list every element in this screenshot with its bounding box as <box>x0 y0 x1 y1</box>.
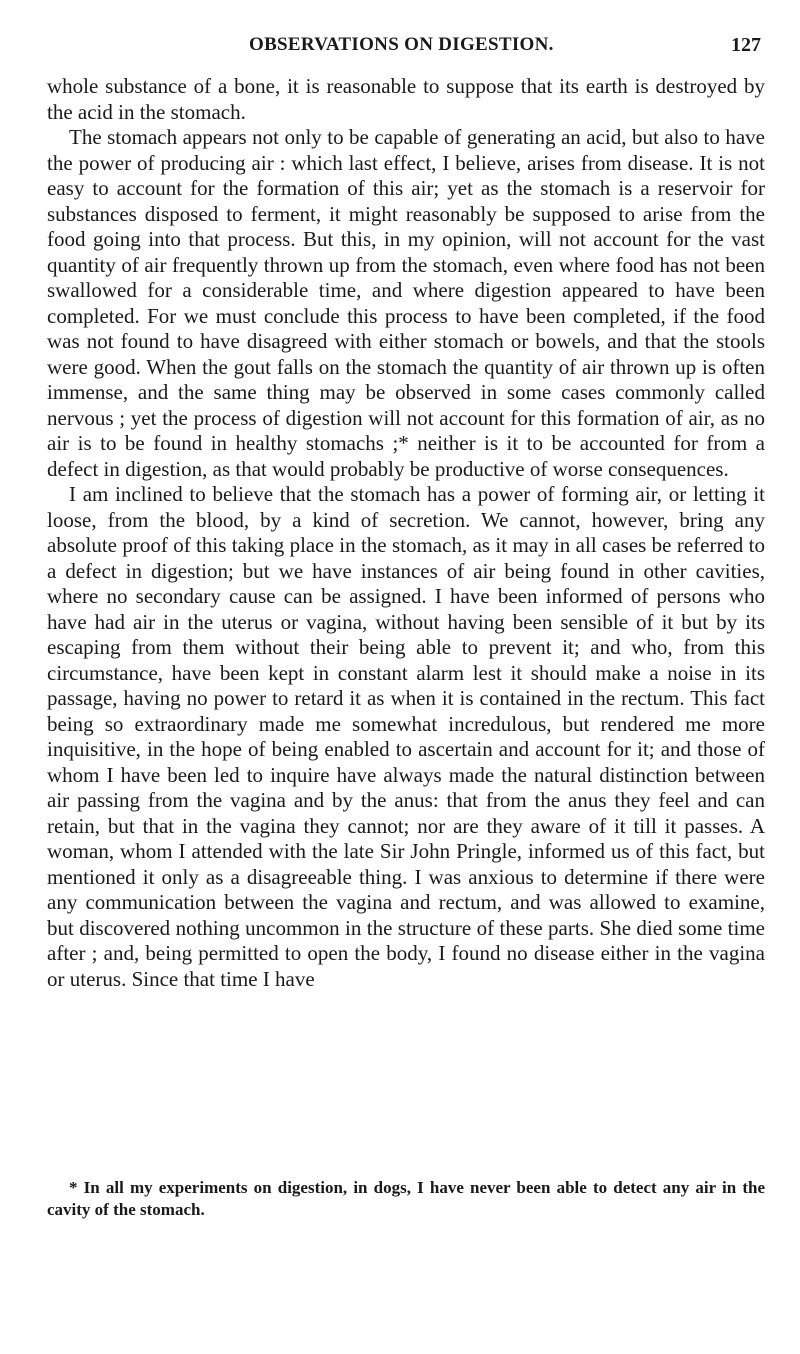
running-head <box>47 34 765 60</box>
body-text <box>47 74 765 992</box>
paragraph-continuation: whole substance of a bone, it is reasonable to suppose that its earth is destroyed by the acid in the stomach. <box>47 74 765 124</box>
paragraph-secretion: I am inclined to believe that the stomach has a power of forming air, or letting it loose, from the blood, by a kind of secretion. We cannot, however, bring any absolute proof of this taking place in the stomach, as it may in all cases be referred to a defect in digestion; but we have instances of air being found in other cavities, where no secondary cause can be assigned. I have been informed of persons who have had air in the uterus or vagina, without having been sensible of it but by its escaping from them without their being able to prevent it; and who, from this circumstance, have been kept in constant alarm lest it should make a noise in its passage, having no power to retard it as when it is contained in the rectum. This fact being so extraordinary made me somewhat incredulous, but rendered me more inquisitive, in the hope of being enabled to ascertain and account for it; and those of whom I have been led to inquire have always made the natural distinction between air passing from the vagina and by the anus: that from the anus they feel and can retain, but that in the vagina they cannot; nor are they aware of it till it passes. A woman, whom I attended with the late Sir John Pringle, informed us of this fact, but mentioned it only as a disagreeable thing. I was anxious to determine if there were any communication between the vagina and rectum, and was allowed to examine, but discovered nothing uncommon in the structure of these parts. She died some time after ; and, being permitted to open the body, I found no disease either in the vagina or uterus. Since that time I have <box>47 482 765 991</box>
paragraph-stomach-air: The stomach appears not only to be capable of generating an acid, but also to have the power of producing air : which last effect, I believe, arises from disease. It is not easy to account for the formation of this air; yet as the stomach is a reservoir for substances disposed to ferment, it might reasonably be supposed to arise from the food going into that process. But this, in my opinion, will not account for the vast quantity of air frequently thrown up from the stomach, even where food has not been swallowed for a considerable time, and where digestion appeared to have been completed. For we must conclude this process to have been completed, if the food was not found to have disagreed with either stomach or bowels, and that the stools were good. When the gout falls on the stomach the quantity of air thrown up is often immense, and the same thing may be observed in some cases commonly called nervous ; yet the process of digestion will not account for this formation of air, as no air is to be found in healthy stomachs ;* neither is it to be accounted for from a defect in digestion, as that would probably be productive of worse consequences. <box>47 125 765 481</box>
footnote: * In all my experiments on digestion, in dogs, I have never been able to detect any air in the cavity of the stomach. <box>47 1178 765 1219</box>
page-number: 127 <box>731 34 761 56</box>
running-title: OBSERVATIONS ON DIGESTION. <box>249 34 554 55</box>
book-page <box>47 0 765 1354</box>
